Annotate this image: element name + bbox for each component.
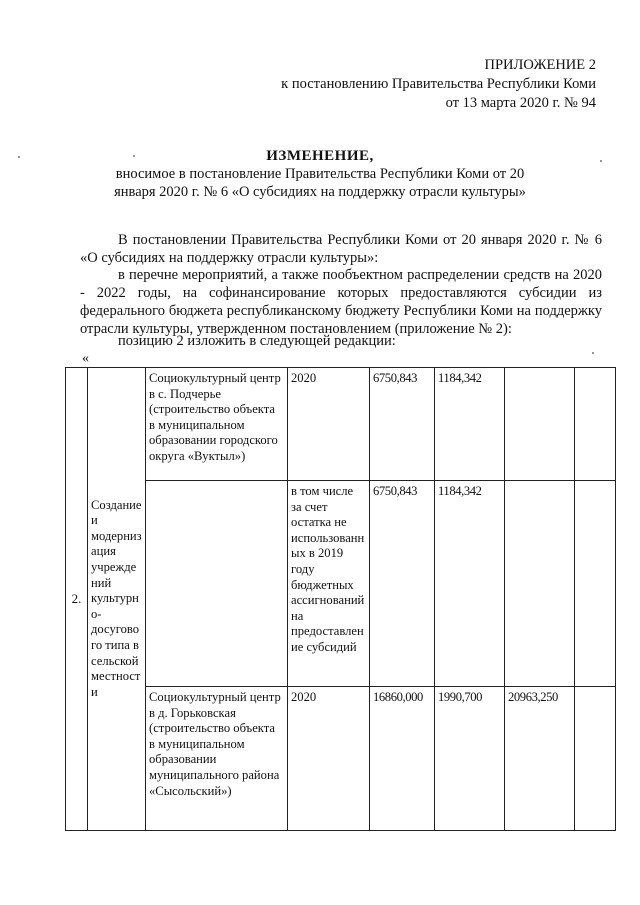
value-cell <box>575 368 616 481</box>
value-cell <box>575 481 616 687</box>
value-cell: 1990,700 <box>435 687 505 831</box>
body-paragraph-3: позицию 2 изложить в следующей редакции: <box>118 333 396 349</box>
value-cell: 6750,843 <box>370 481 435 687</box>
year-cell: 2020 <box>288 687 370 831</box>
object-cell: Социокультурный центр в с. Подчерье (строительство объекта в муниципальном образовании городского округа «Вуктыл») <box>146 368 288 481</box>
body-paragraph-1: В постановлении Правительства Республики Коми от 20 января 2020 г. № 6 «О субсидиях на поддержку отрасли культуры»: <box>80 232 602 266</box>
value-cell <box>575 687 616 831</box>
table-row <box>66 368 616 481</box>
value-cell <box>505 368 575 481</box>
funding-table <box>65 367 616 831</box>
document-subtitle: вносимое в постановление Правительства Республики Коми от 20 января 2020 г. № 6 «О субсидиях на поддержку отрасли культуры» <box>114 166 526 200</box>
value-cell: 1184,342 <box>435 368 505 481</box>
row-number-cell: 2. <box>66 368 88 831</box>
table-row <box>66 687 616 831</box>
year-cell: в том числе за счет остатка не использованных в 2019 году бюджетных ассигнований на предоставление субсидий <box>288 481 370 687</box>
opening-quote: « <box>82 351 89 366</box>
year-cell: 2020 <box>288 368 370 481</box>
direction-cell: Создание и модернизация учреждений культурно-досугового типа в сельской местности <box>88 368 146 831</box>
scan-speck <box>600 160 602 162</box>
appendix-date: от 13 марта 2020 г. № 94 <box>445 95 596 111</box>
value-cell: 20963,250 <box>505 687 575 831</box>
table-row <box>66 481 616 687</box>
scan-speck <box>592 352 594 354</box>
body-paragraph-2: в перечне мероприятий, а также пообъектном распределении средств на 2020 - 2022 годы, на софинансирование которых предоставляются субсидии из федерального бюджета республиканскому бюджету Республики Коми на поддержку отрасли культуры, утвержденном постановлением (приложение № 2): <box>80 267 602 337</box>
scan-speck <box>133 155 135 157</box>
value-cell: 1184,342 <box>435 481 505 687</box>
scan-speck <box>18 156 20 158</box>
appendix-number: ПРИЛОЖЕНИЕ 2 <box>484 57 596 73</box>
value-cell <box>505 481 575 687</box>
appendix-header <box>281 56 596 113</box>
value-cell: 6750,843 <box>370 368 435 481</box>
appendix-reference: к постановлению Правительства Республики Коми <box>281 76 596 92</box>
document-title: ИЗМЕНЕНИЕ, <box>266 148 374 164</box>
object-cell <box>146 481 288 687</box>
object-cell: Социокультурный центр в д. Горьковская (строительство объекта в муниципальном образовании муниципального района «Сысольский») <box>146 687 288 831</box>
value-cell: 16860,000 <box>370 687 435 831</box>
